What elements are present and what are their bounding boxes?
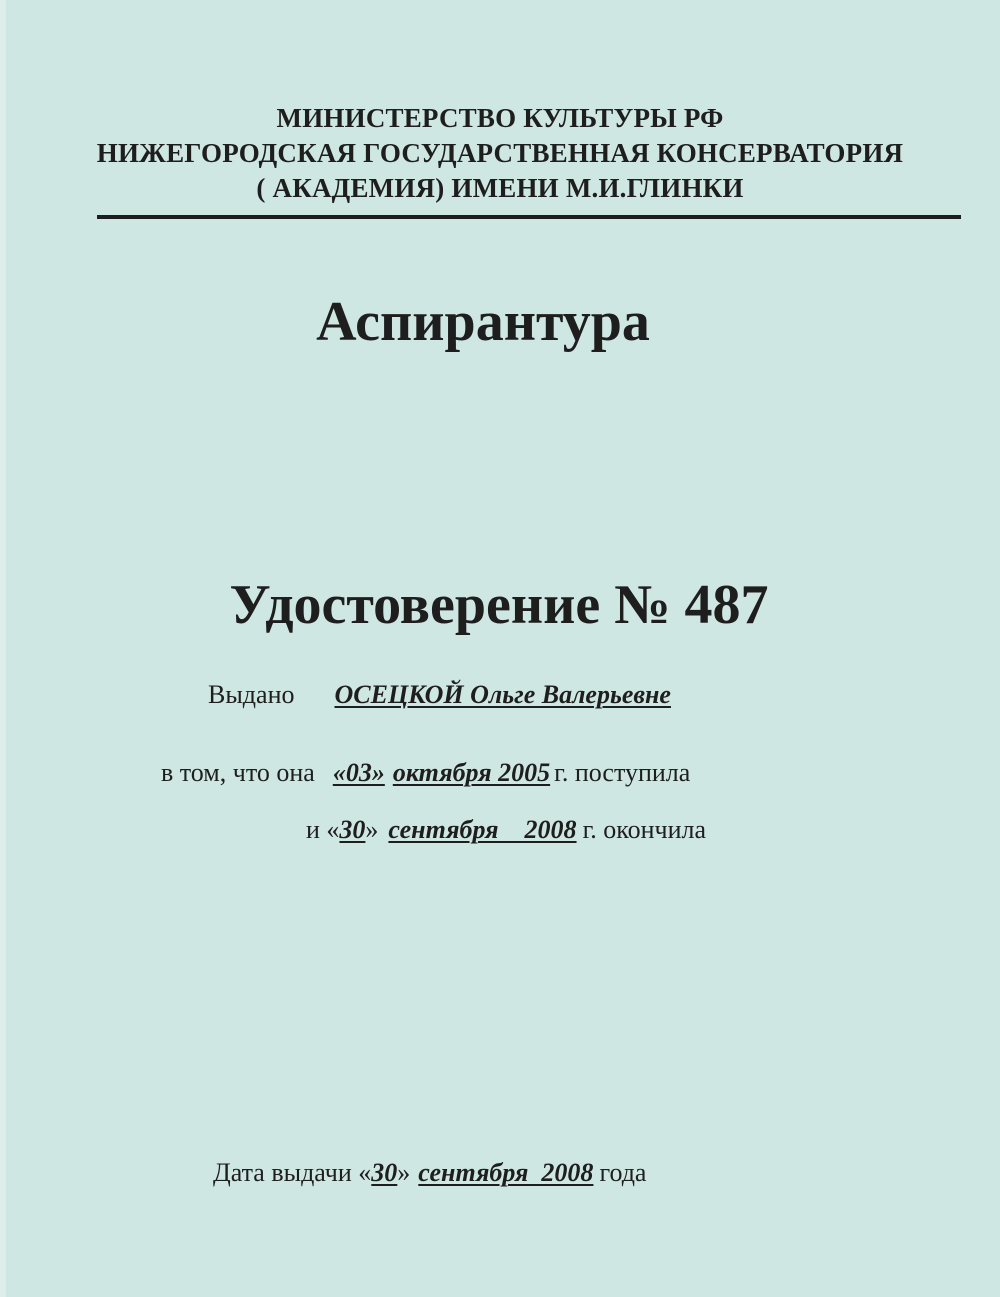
- department-title: Аспирантура: [316, 291, 650, 353]
- graduated-day: 30: [339, 815, 366, 844]
- certificate-title: Удостоверение № 487: [229, 574, 769, 636]
- academy-header: ( АКАДЕМИЯ) ИМЕНИ М.И.ГЛИНКИ: [256, 173, 744, 203]
- graduation-row: [306, 815, 706, 845]
- issued-label: Выдано: [208, 680, 295, 709]
- admitted-month-year: октября 2005: [392, 758, 551, 787]
- issued-to-row: [208, 680, 671, 710]
- issue-date-month-year: сентября 2008: [418, 1158, 594, 1187]
- issue-date-row: [213, 1158, 646, 1188]
- header-divider: [97, 215, 961, 219]
- graduated-suffix: г. окончила: [582, 815, 707, 844]
- issue-date-prefix: Дата выдачи «: [213, 1158, 372, 1187]
- issue-date-quote-close: »: [397, 1158, 411, 1187]
- graduated-month-year: сентября 2008: [388, 815, 577, 844]
- ministry-header: МИНИСТЕРСТВО КУЛЬТУРЫ РФ: [276, 103, 724, 133]
- admitted-prefix: в том, что она: [161, 758, 315, 787]
- graduated-quote-close: »: [365, 815, 379, 844]
- admitted-day: «03»: [332, 758, 385, 787]
- institution-header: НИЖЕГОРОДСКАЯ ГОСУДАРСТВЕННАЯ КОНСЕРВАТОРИЯ: [96, 138, 904, 168]
- admitted-suffix: г. поступила: [554, 758, 691, 787]
- graduated-prefix: и «: [306, 815, 340, 844]
- issue-date-suffix: года: [599, 1158, 647, 1187]
- issue-date-day: 30: [371, 1158, 398, 1187]
- admission-row: [161, 758, 690, 788]
- recipient-name: ОСЕЦКОЙ Ольге Валерьевне: [334, 680, 671, 709]
